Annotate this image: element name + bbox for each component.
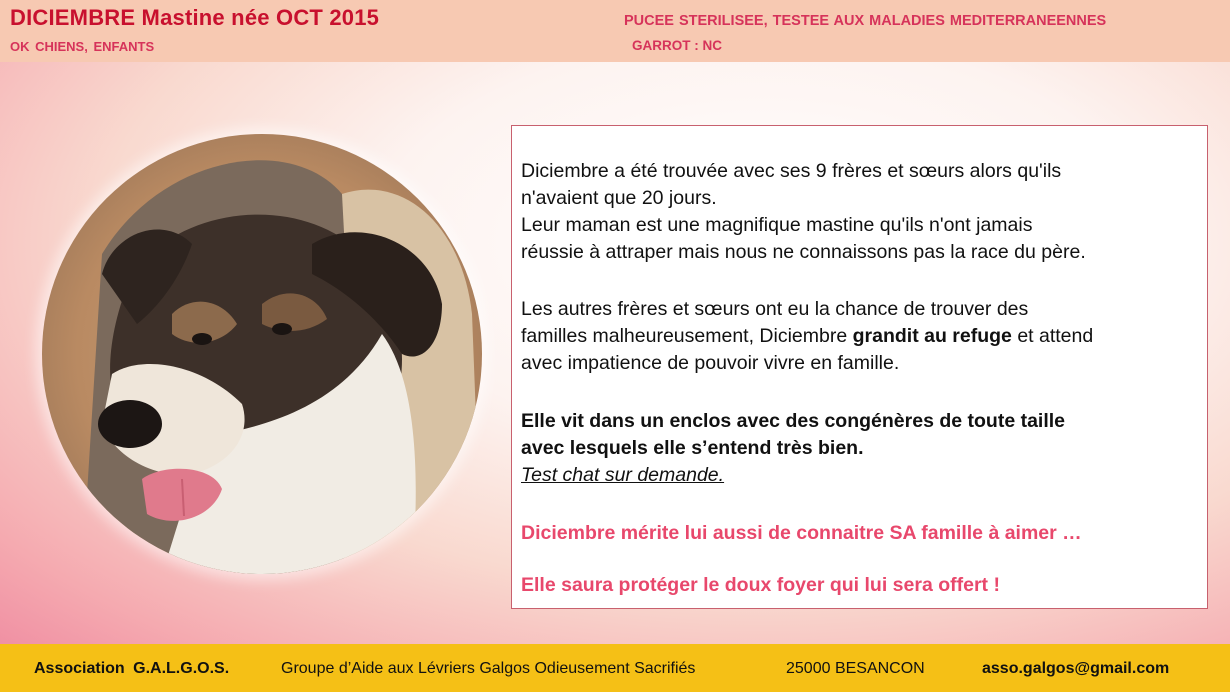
page-title: DICIEMBRE Mastine née OCT 2015 bbox=[10, 5, 380, 30]
header-bar bbox=[0, 0, 1230, 62]
text-line: Elle vit dans un enclos avec des congénères de toute taille bbox=[521, 410, 1066, 432]
footer-bar bbox=[0, 644, 1230, 692]
closing-line: Elle saura protéger le doux foyer qui lui sera offert ! bbox=[521, 574, 1000, 596]
text-line: avec impatience de pouvoir vivre en famille. bbox=[521, 352, 900, 374]
contact-email[interactable]: asso.galgos@gmail.com bbox=[982, 660, 1170, 677]
text-line: réussie à attraper mais nous ne connaissons pas la race du père. bbox=[521, 241, 1086, 263]
dog-photo bbox=[42, 134, 482, 574]
garrot-info: GARROT : NC bbox=[632, 38, 722, 53]
text-line: Leur maman est une magnifique mastine qu'ils n'ont jamais bbox=[521, 214, 1033, 236]
compatibility-info: OK CHIENS, ENFANTS bbox=[10, 39, 155, 54]
health-info: PUCEE STERILISEE, TESTEE AUX MALADIES MEDITERRANEENNES bbox=[624, 13, 1107, 29]
cat-test-note: Test chat sur demande. bbox=[521, 464, 725, 486]
text-fragment: familles malheureusement, Diciembre bbox=[521, 325, 853, 347]
text-line: avec lesquels elle s’entend très bien. bbox=[521, 437, 864, 459]
text-line bbox=[521, 323, 1093, 350]
refuge-highlight: grandit au refuge bbox=[852, 325, 1012, 347]
origin-paragraph bbox=[521, 158, 1086, 266]
association-name: Association G.A.L.G.O.S. bbox=[34, 660, 230, 677]
association-fullname: Groupe d’Aide aux Lévriers Galgos Odieusement Sacrifiés bbox=[281, 660, 696, 677]
appeal-line: Diciembre mérite lui aussi de connaitre SA famille à aimer … bbox=[521, 522, 1082, 544]
association-city: 25000 BESANCON bbox=[786, 660, 925, 677]
siblings-paragraph bbox=[521, 296, 1093, 377]
text-line: Les autres frères et sœurs ont eu la chance de trouver des bbox=[521, 298, 1029, 320]
text-line: Diciembre a été trouvée avec ses 9 frères et sœurs alors qu'ils bbox=[521, 160, 1062, 182]
enclosure-paragraph bbox=[521, 408, 1065, 489]
text-fragment: et attend bbox=[1011, 325, 1094, 347]
description-box bbox=[511, 125, 1208, 609]
dog-illustration-icon bbox=[42, 134, 482, 574]
text-line: n'avaient que 20 jours. bbox=[521, 187, 717, 209]
